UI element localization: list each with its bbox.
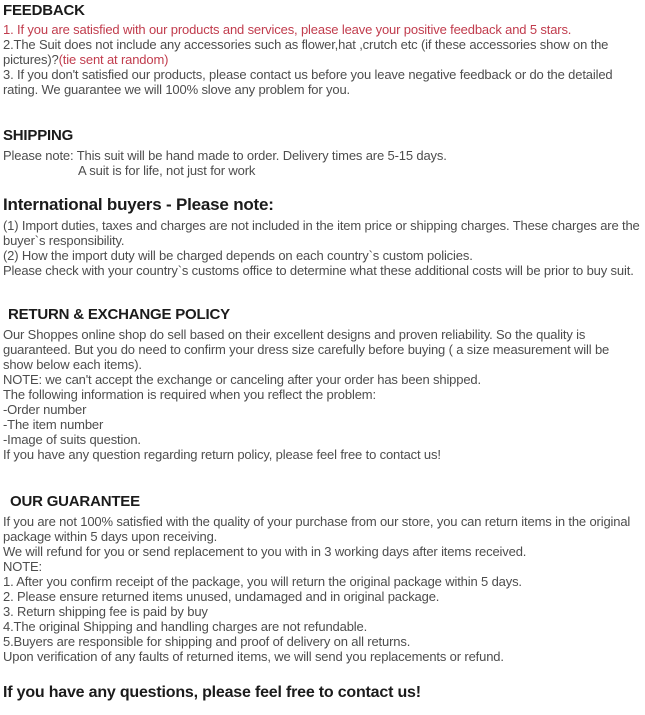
international-buyers-section xyxy=(3,194,641,278)
feedback-item-2-text: 2.The Suit does not include any accessories such as flower,hat ,crutch etc (if these accessories show on the pictures)? xyxy=(3,37,609,67)
guarantee-paragraph-2: We will refund for you or send replacement to you with in 3 working days after items received. xyxy=(3,544,527,559)
feedback-item-3: 3. If you don't satisfied our products, please contact us before you leave negative feedback or do the detailed rating. We guarantee we will 100% slove any problem for you. xyxy=(3,67,613,97)
guarantee-heading: OUR GUARANTEE xyxy=(10,493,140,510)
return-policy-note: NOTE: we can't accept the exchange or canceling after your order has been shipped. xyxy=(3,372,481,387)
return-policy-required-info: The following information is required when you reflect the problem: xyxy=(3,387,376,402)
return-policy-bullet-order-number: -Order number xyxy=(3,402,87,417)
shipping-slogan-line: A suit is for life, not just for work xyxy=(78,163,256,178)
feedback-heading: FEEDBACK xyxy=(3,2,85,19)
guarantee-item-3: 3. Return shipping fee is paid by buy xyxy=(3,604,208,619)
international-note-3: Please check with your country`s customs office to determine what these additional costs will be prior to buy suit. xyxy=(3,263,634,278)
shipping-note-line: Please note: This suit will be hand made to order. Delivery times are 5-15 days. xyxy=(3,148,447,163)
return-policy-bullet-image: -Image of suits question. xyxy=(3,432,141,447)
return-policy-heading: RETURN & EXCHANGE POLICY xyxy=(8,306,230,323)
guarantee-note-label: NOTE: xyxy=(3,559,42,574)
shipping-section xyxy=(3,127,641,178)
our-guarantee-section xyxy=(3,493,641,664)
guarantee-paragraph-1: If you are not 100% satisfied with the quality of your purchase from our store, you can return items in the original package within 5 days upon receiving. xyxy=(3,514,631,544)
guarantee-item-4: 4.The original Shipping and handling charges are not refundable. xyxy=(3,619,368,634)
return-exchange-policy-section xyxy=(3,306,641,462)
guarantee-item-2: 2. Please ensure returned items unused, undamaged and in original package. xyxy=(3,589,440,604)
guarantee-item-5: 5.Buyers are responsible for shipping and proof of delivery on all returns. xyxy=(3,634,411,649)
return-policy-paragraph: Our Shoppes online shop do sell based on their excellent designs and proven reliability. So the quality is guaranteed. But you do need to confirm your dress size carefully before buying ( a size measurement will be show below each items). xyxy=(3,327,610,372)
contact-footer-section xyxy=(3,683,641,703)
feedback-section xyxy=(3,2,641,97)
guarantee-item-6: Upon verification of any faults of returned items, we will send you replacements or refund. xyxy=(3,649,504,664)
feedback-item-2 xyxy=(3,37,641,67)
shipping-heading: SHIPPING xyxy=(3,127,74,144)
return-policy-bullet-item-number: -The item number xyxy=(3,417,104,432)
feedback-item-1: 1. If you are satisfied with our products and services, please leave your positive feedback and 5 stars. xyxy=(3,22,572,37)
return-policy-closing: If you have any question regarding return policy, please feel free to contact us! xyxy=(3,447,441,462)
international-note-2: (2) How the import duty will be charged depends on each country`s custom policies. xyxy=(3,248,473,263)
contact-us-heading: If you have any questions, please feel free to contact us! xyxy=(3,684,421,701)
guarantee-item-1: 1. After you confirm receipt of the package, you will return the original package within 5 days. xyxy=(3,574,522,589)
international-note-1: (1) Import duties, taxes and charges are not included in the item price or shipping charges. These charges are the buyer`s responsibility. xyxy=(3,218,640,248)
international-buyers-heading: International buyers - Please note: xyxy=(3,195,274,214)
feedback-item-2-red-note: (tie sent at random) xyxy=(58,52,169,67)
